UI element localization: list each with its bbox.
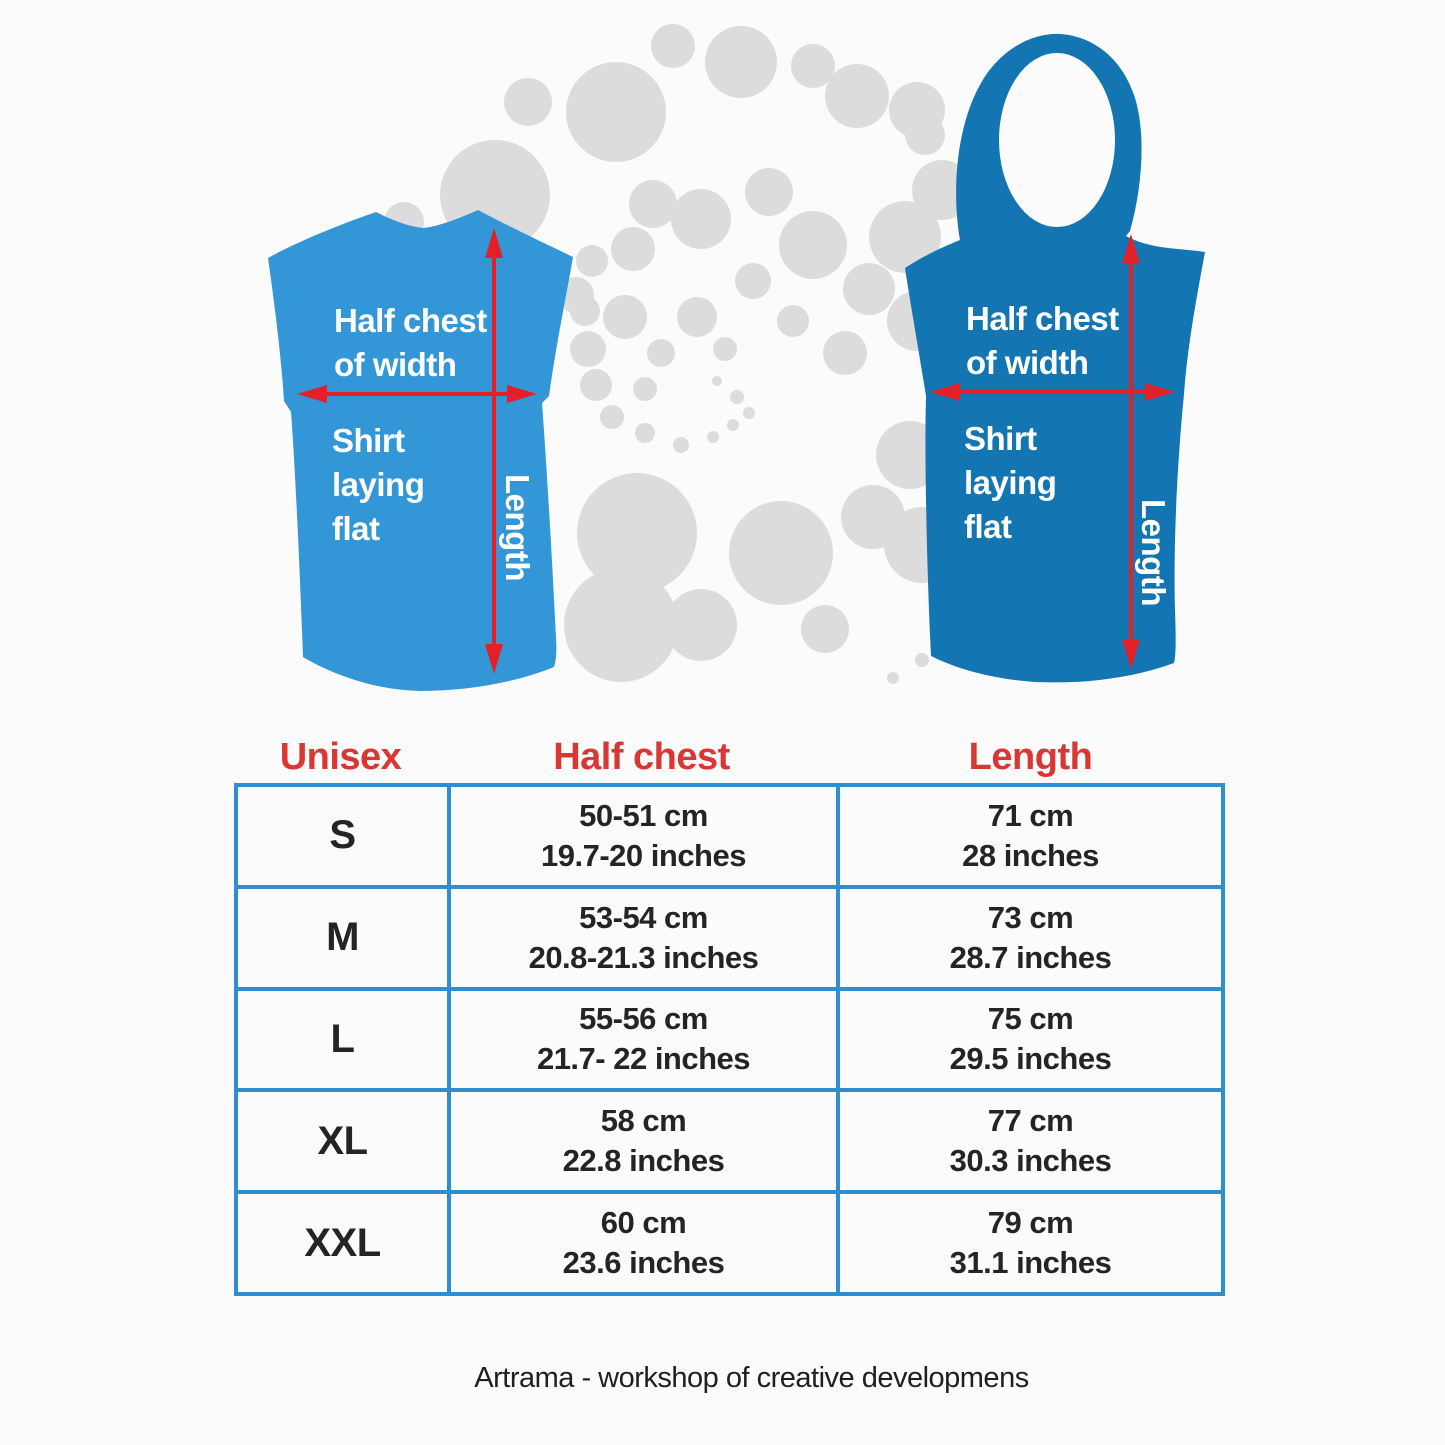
inch-value: 20.8-21.3 inches (528, 939, 759, 975)
size-cell: S (329, 813, 356, 858)
half-chest-cell (447, 1092, 836, 1190)
label-line: Shirt (332, 422, 405, 459)
label-line: of width (334, 346, 457, 383)
column-header-unisex: Unisex (279, 736, 402, 778)
right-half-chest-label (966, 297, 1119, 385)
label-line: laying (332, 466, 425, 503)
size-cell: XL (317, 1118, 368, 1163)
label-line: Half chest (334, 302, 487, 339)
label-line: flat (332, 510, 380, 547)
cm-value: 73 cm (987, 899, 1074, 935)
half-chest-cell (447, 889, 836, 987)
inch-value: 19.7-20 inches (541, 837, 746, 873)
left-laying-flat-label (332, 419, 424, 551)
length-cell (836, 1092, 1221, 1190)
inch-value: 30.3 inches (949, 1143, 1112, 1179)
cm-value: 53-54 cm (579, 899, 708, 935)
column-header-length: Length (968, 736, 1093, 778)
cm-value: 79 cm (987, 1205, 1074, 1241)
cm-value: 58 cm (600, 1103, 687, 1139)
size-cell: L (330, 1016, 355, 1061)
inch-value: 28 inches (962, 837, 1099, 873)
size-cell: M (326, 915, 359, 960)
length-cell (836, 889, 1221, 987)
half-chest-cell (447, 991, 836, 1089)
left-half-chest-label (334, 299, 487, 387)
label-line: Half chest (966, 300, 1119, 337)
cm-value: 50-51 cm (579, 797, 708, 833)
inch-value: 21.7- 22 inches (536, 1041, 751, 1077)
size-cell: XXL (304, 1220, 381, 1265)
label-line: laying (964, 464, 1057, 501)
cm-value: 75 cm (987, 1001, 1074, 1037)
cm-value: 60 cm (600, 1205, 687, 1241)
table-row (238, 885, 1221, 987)
inch-value: 23.6 inches (562, 1245, 725, 1281)
inch-value: 29.5 inches (949, 1041, 1112, 1077)
hood-opening (999, 53, 1115, 227)
label-line: Shirt (964, 420, 1037, 457)
length-cell (836, 991, 1221, 1089)
length-cell (836, 787, 1221, 885)
right-laying-flat-label (964, 417, 1056, 549)
footer-credit: Artrama - workshop of creative developmens (474, 1362, 1029, 1394)
label-line: flat (964, 508, 1012, 545)
cm-value: 55-56 cm (579, 1001, 708, 1037)
half-chest-cell (447, 787, 836, 885)
left-length-label: Length (499, 474, 536, 581)
inch-value: 28.7 inches (949, 939, 1112, 975)
table-row (238, 1190, 1221, 1292)
size-table (234, 783, 1225, 1296)
right-length-label: Length (1135, 499, 1172, 606)
inch-value: 31.1 inches (949, 1245, 1112, 1281)
half-chest-cell (447, 1194, 836, 1292)
cm-value: 77 cm (987, 1103, 1074, 1139)
column-header-half-chest: Half chest (553, 736, 730, 778)
table-row (238, 987, 1221, 1089)
table-row (238, 787, 1221, 885)
cm-value: 71 cm (987, 797, 1074, 833)
table-row (238, 1088, 1221, 1190)
inch-value: 22.8 inches (562, 1143, 725, 1179)
label-line: of width (966, 344, 1089, 381)
length-cell (836, 1194, 1221, 1292)
